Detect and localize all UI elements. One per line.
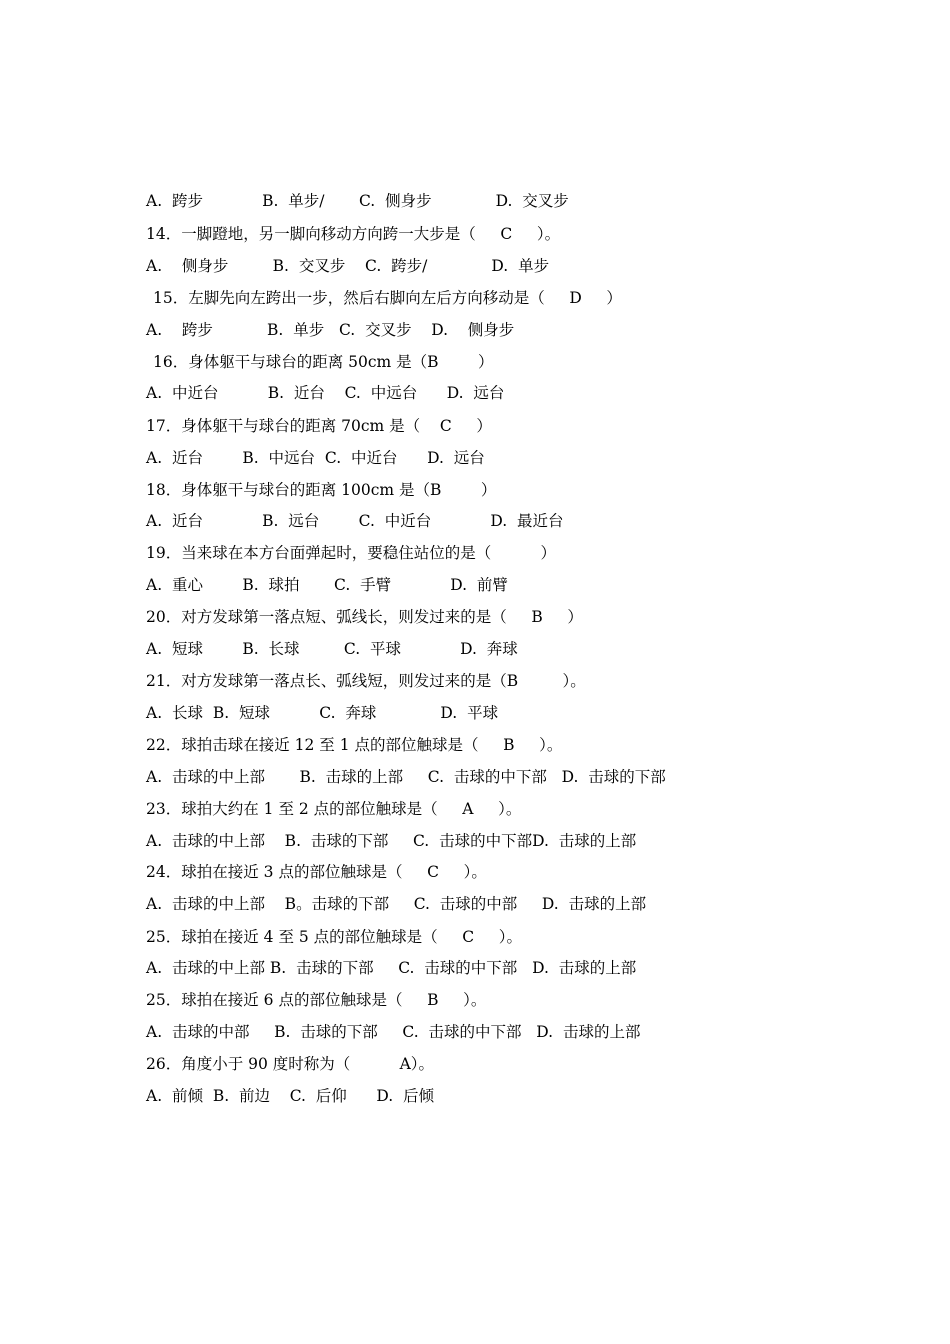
answer-options-20: A. 短球 B. 长球 C. 平球 D. 奔球: [146, 640, 518, 658]
question-25b: 25．球拍在接近 6 点的部位触球是（ B ）。: [146, 991, 487, 1009]
answer-options-25a: A. 击球的中上部 B. 击球的下部 C. 击球的中下部 D. 击球的上部: [146, 959, 637, 977]
answer-options-16: A. 中近台 B. 近台 C. 中远台 D. 远台: [146, 384, 505, 402]
question-18: 18．身体躯干与球台的距离 100cm 是（B ）: [146, 481, 497, 499]
question-21: 21．对方发球第一落点长、弧线短，则发过来的是（B ）。: [146, 672, 586, 690]
answer-options-25b: A. 击球的中部 B. 击球的下部 C. 击球的中下部 D. 击球的上部: [146, 1023, 641, 1041]
answer-options-14: A. 侧身步 B. 交叉步 C. 跨步/ D. 单步: [146, 257, 550, 275]
question-16: 16．身体躯干与球台的距离 50cm 是（B ）: [153, 353, 494, 371]
question-14: 14．一脚蹬地，另一脚向移动方向跨一大步是（ C ）。: [146, 225, 561, 243]
question-19: 19．当来球在本方台面弹起时，要稳住站位的是（ ）: [146, 544, 556, 562]
answer-options-21: A. 长球 B. 短球 C. 奔球 D. 平球: [146, 704, 499, 722]
question-17: 17．身体躯干与球台的距离 70cm 是（ C ）: [146, 417, 492, 435]
question-15: 15．左脚先向左跨出一步，然后右脚向左后方向移动是（ D ）: [153, 289, 622, 307]
question-23: 23．球拍大约在 1 至 2 点的部位触球是（ A ）。: [146, 800, 522, 818]
answer-options-13: A. 跨步 B. 单步/ C. 侧身步 D. 交叉步: [146, 192, 569, 210]
question-22: 22．球拍击球在接近 12 至 1 点的部位触球是（ B ）。: [146, 736, 563, 754]
answer-options-17: A. 近台 B. 中远台 C. 中近台 D. 远台: [146, 449, 485, 467]
answer-options-19: A. 重心 B. 球拍 C. 手臂 D. 前臂: [146, 576, 508, 594]
question-24: 24．球拍在接近 3 点的部位触球是（ C ）。: [146, 863, 487, 881]
question-26: 26．角度小于 90 度时称为（ A）。: [146, 1055, 435, 1073]
answer-options-18: A. 近台 B. 远台 C. 中近台 D. 最近台: [146, 512, 564, 530]
question-25a: 25．球拍在接近 4 至 5 点的部位触球是（ C ）。: [146, 928, 523, 946]
question-20: 20．对方发球第一落点短、弧线长，则发过来的是（ B ）: [146, 608, 583, 626]
answer-options-15: A. 跨步 B. 单步 C. 交叉步 D. 侧身步: [146, 321, 515, 339]
answer-options-24: A. 击球的中上部 B。击球的下部 C. 击球的中部 D. 击球的上部: [146, 895, 647, 913]
answer-options-23: A. 击球的中上部 B. 击球的下部 C. 击球的中下部D. 击球的上部: [146, 832, 637, 850]
answer-options-26: A. 前倾 B. 前边 C. 后仰 D. 后倾: [146, 1087, 435, 1105]
answer-options-22: A. 击球的中上部 B. 击球的上部 C. 击球的中下部 D. 击球的下部: [146, 768, 666, 786]
